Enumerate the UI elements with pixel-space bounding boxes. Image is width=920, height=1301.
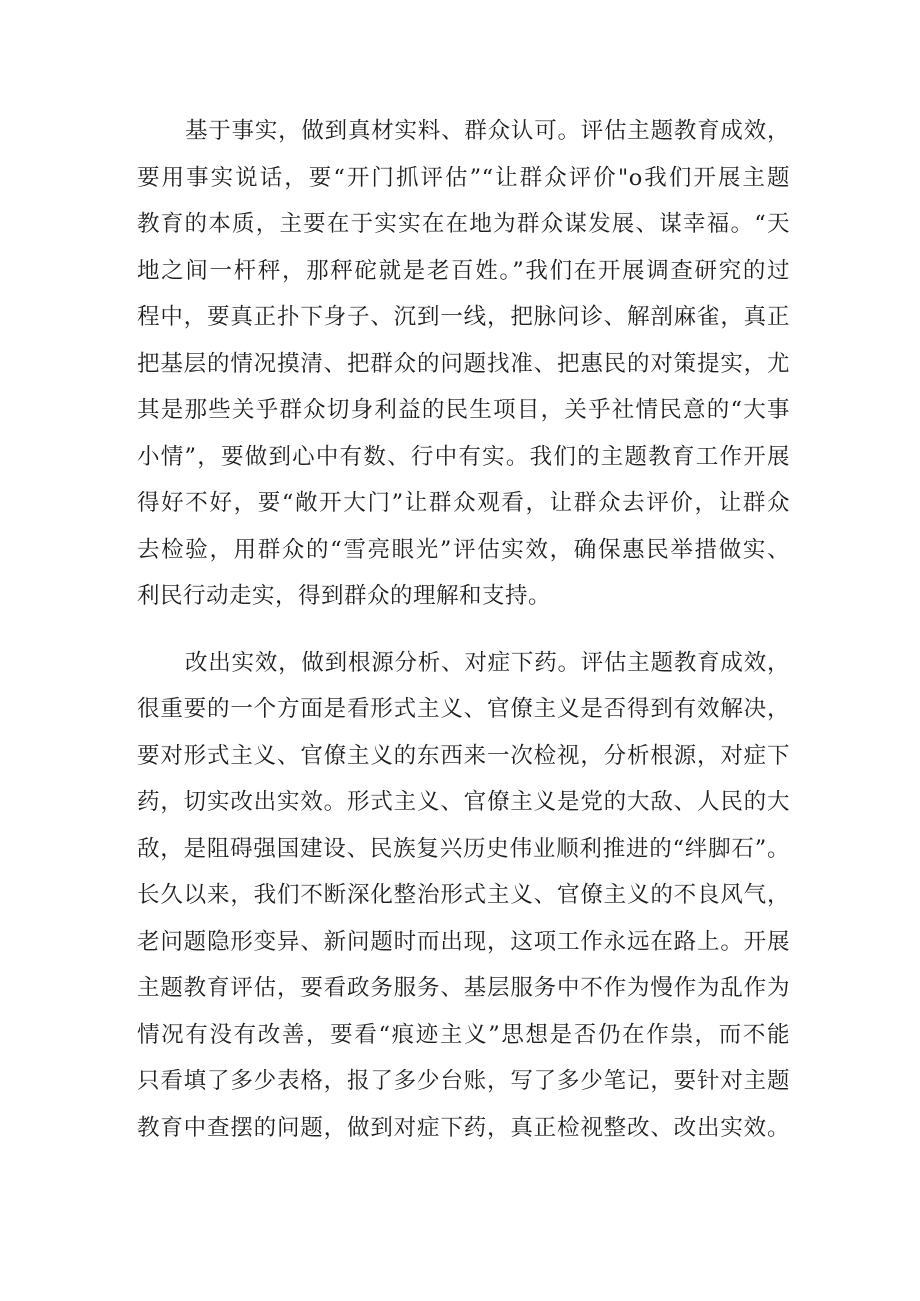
- paragraph-line: 教育中查摆的问题，做到对症下药，真正检视整改、改出实效。: [137, 1115, 790, 1141]
- paragraph-line: 地之间一杆秤，那秤砣就是老百姓。”我们在开展调查研究的过: [137, 258, 790, 284]
- paragraph-line: 很重要的一个方面是看形式主义、官僚主义是否得到有效解决，: [137, 696, 790, 722]
- paragraph-line: 得好不好，要“敞开大门”让群众观看，让群众去评价，让群众: [137, 490, 790, 516]
- paragraph-line: 敌，是阻碍强国建设、民族复兴历史伟业顺利推进的“绊脚石”。: [137, 836, 790, 862]
- paragraph-line: 其是那些关乎群众切身利益的民生项目，关乎社情民意的“大事: [137, 397, 790, 423]
- paragraph-line: 情况有没有改善，要看“痕迹主义”思想是否仍在作祟，而不能: [137, 1022, 790, 1048]
- paragraph-line: 老问题隐形变异、新问题时而出现，这项工作永远在路上。开展: [137, 929, 790, 955]
- paragraph-line: 要对形式主义、官僚主义的东西来一次检视，分析根源，对症下: [137, 743, 790, 769]
- paragraph-line: 去检验，用群众的“雪亮眼光”评估实效，确保惠民举措做实、: [137, 537, 790, 563]
- paragraph-line: 教育的本质，主要在于实实在在地为群众谋发展、谋幸福。“天: [137, 211, 790, 237]
- paragraph-line: 只看填了多少表格，报了多少台账，写了多少笔记，要针对主题: [137, 1068, 790, 1094]
- paragraph-line: 主题教育评估，要看政务服务、基层服务中不作为慢作为乱作为: [137, 975, 790, 1001]
- paragraph-line: 药，切实改出实效。形式主义、官僚主义是党的大敌、人民的大: [137, 789, 790, 815]
- paragraph-line: 程中，要真正扑下身子、沉到一线，把脉问诊、解剖麻雀，真正: [137, 304, 790, 330]
- paragraph-line: 基于事实，做到真材实料、群众认可。评估主题教育成效，: [185, 118, 790, 144]
- paragraph-line: 改出实效，做到根源分析、对症下药。评估主题教育成效，: [185, 650, 790, 676]
- paragraph-line: 要用事实说话，要“开门抓评估”“让群众评价"o我们开展主题: [137, 165, 790, 191]
- paragraph-line: 利民行动走实，得到群众的理解和支持。: [137, 583, 552, 609]
- paragraph-line: 长久以来，我们不断深化整治形式主义、官僚主义的不良风气，: [137, 882, 790, 908]
- paragraph-line: 把基层的情况摸清、把群众的问题找准、把惠民的对策提实，尤: [137, 351, 790, 377]
- paragraph-line: 小情”，要做到心中有数、行中有实。我们的主题教育工作开展: [137, 444, 790, 470]
